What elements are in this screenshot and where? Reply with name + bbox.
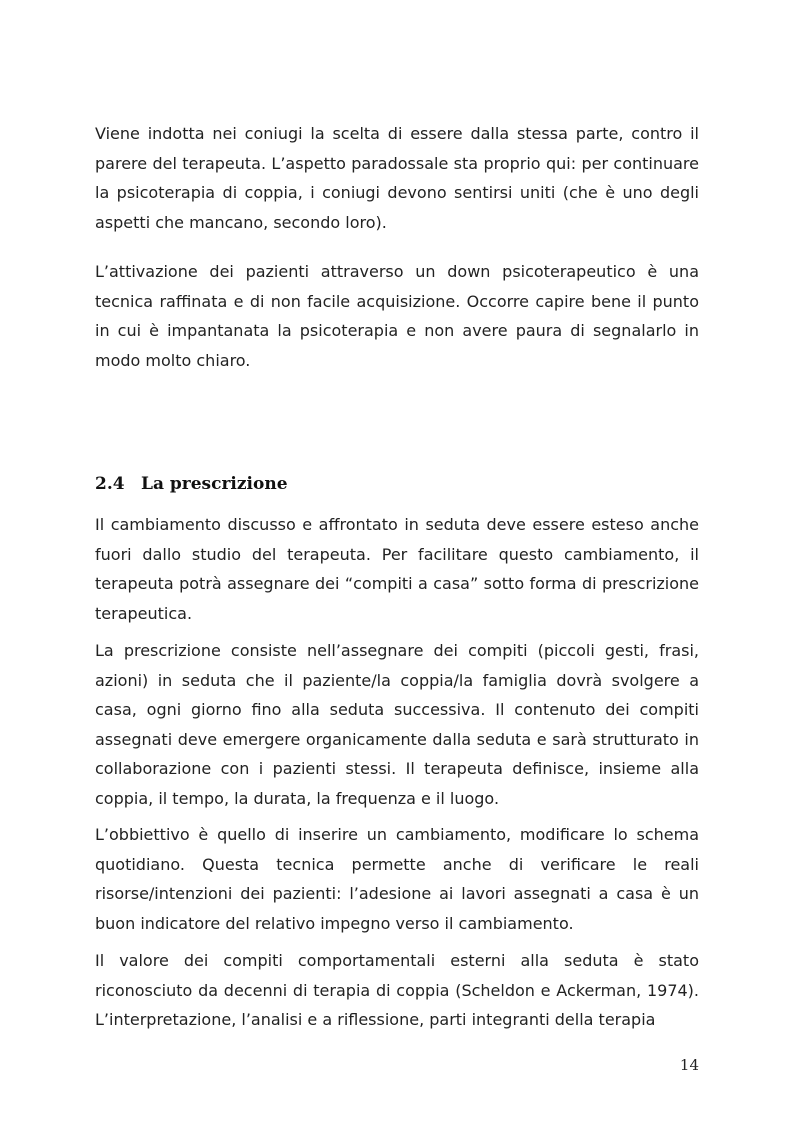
paragraph-1: Viene indotta nei coniugi la scelta di essere dalla stessa parte, contro il parere del terapeuta. L’aspetto paradossale sta proprio qui: per continuare la psicoterapia di coppia, i coniugi devono sentirsi uniti (che è uno degli aspetti che mancano, secondo loro). [95, 124, 699, 232]
section-title: La prescrizione [141, 474, 288, 494]
section-number: 2.4 [95, 474, 125, 494]
section-heading [95, 474, 288, 494]
section-paragraph-3: L’obbiettivo è quello di inserire un cambiamento, modificare lo schema quotidiano. Questa tecnica permette anche di verificare le reali risorse/intenzioni dei pazienti: l’adesione ai lavori assegnati a casa è un buon indicatore del relativo impegno verso il cambiamento. [95, 825, 699, 933]
page-number: 14 [679, 1056, 699, 1074]
section-paragraph-1: Il cambiamento discusso e affrontato in seduta deve essere esteso anche fuori dallo studio del terapeuta. Per facilitare questo cambiamento, il terapeuta potrà assegnare dei “compiti a casa” sotto forma di prescrizione terapeutica. [95, 515, 699, 623]
section-paragraph-2: La prescrizione consiste nell’assegnare dei compiti (piccoli gesti, frasi, azioni) in seduta che il paziente/la coppia/la famiglia dovrà svolgere a casa, ogni giorno fino alla seduta successiva. Il contenuto dei compiti assegnati deve emergere organicamente dalla seduta e sarà strutturato in collaborazione con i pazienti stessi. Il terapeuta definisce, insieme alla coppia, il tempo, la durata, la frequenza e il luogo. [95, 641, 699, 808]
section-paragraph-4: Il valore dei compiti comportamentali esterni alla seduta è stato riconosciuto da decenni di terapia di coppia (Scheldon e Ackerman, 1974). L’interpretazione, l’analisi e a riflessione, parti integranti della terapia [95, 951, 699, 1029]
paragraph-2: L’attivazione dei pazienti attraverso un down psicoterapeutico è una tecnica raffinata e di non facile acquisizione. Occorre capire bene il punto in cui è impantanata la psicoterapia e non avere paura di segnalarlo in modo molto chiaro. [95, 262, 699, 370]
